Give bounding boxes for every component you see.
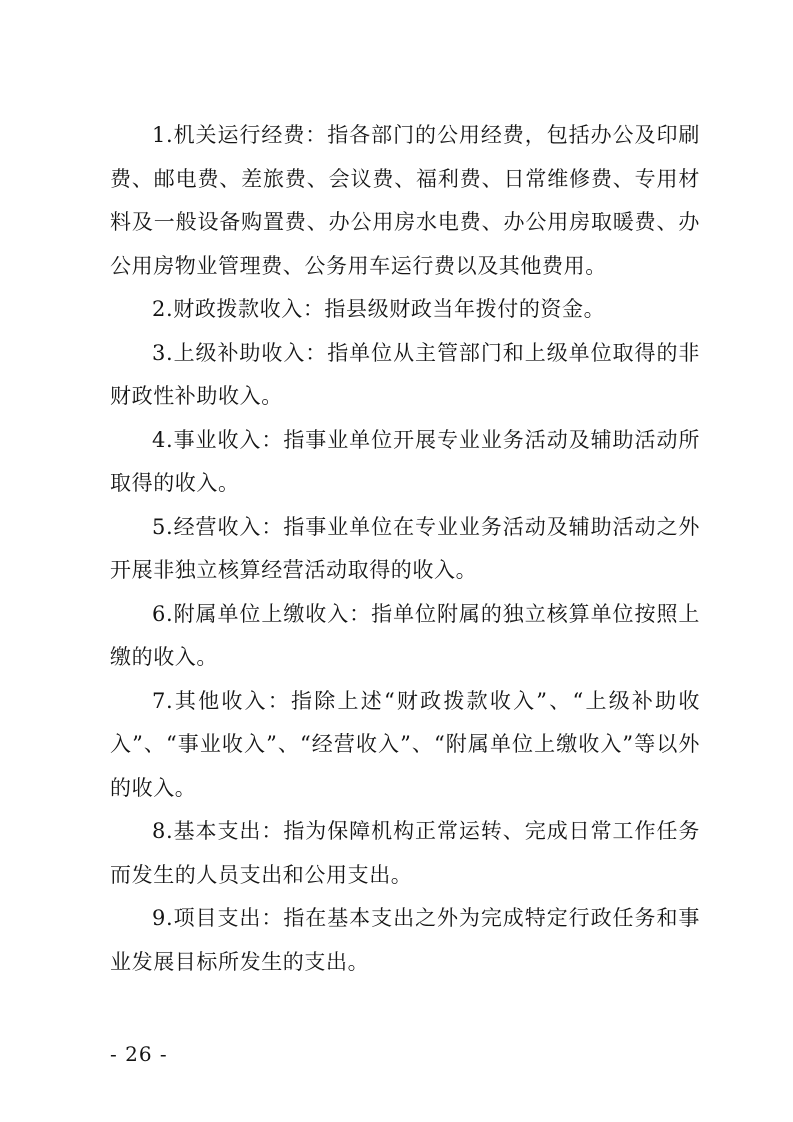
definition-paragraph-8: 8.基本支出：指为保障机构正常运转、完成日常工作任务而发生的人员支出和公用支出。 [110,819,700,887]
page-number: - 26 - [110,1042,168,1066]
definition-paragraph-7: 7.其他收入：指除上述“财政拨款收入”、“上级补助收入”、“事业收入”、“经营收入”、“附属单位上缴收入”等以外的收入。 [110,688,700,800]
definition-paragraph-5: 5.经营收入：指事业单位在专业业务活动及辅助活动之外开展非独立核算经营活动取得的收入。 [110,514,700,582]
definition-paragraph-9: 9.项目支出：指在基本支出之外为完成特定行政任务和事业发展目标所发生的支出。 [110,906,700,974]
definition-paragraph-3: 3.上级补助收入：指单位从主管部门和上级单位取得的非财政性补助收入。 [110,340,700,408]
definitions-list [110,114,700,984]
definition-paragraph-6: 6.附属单位上缴收入：指单位附属的独立核算单位按照上缴的收入。 [110,601,700,669]
definition-paragraph-4: 4.事业收入：指事业单位开展专业业务活动及辅助活动所取得的收入。 [110,427,700,495]
definition-paragraph-2: 2.财政拨款收入：指县级财政当年拨付的资金。 [152,297,606,321]
definition-paragraph-1: 1.机关运行经费：指各部门的公用经费，包括办公及印刷费、邮电费、差旅费、会议费、福利费、日常维修费、专用材料及一般设备购置费、办公用房水电费、办公用房取暖费、办公用房物业管理费、公务用车运行费以及其他费用。 [110,123,700,278]
